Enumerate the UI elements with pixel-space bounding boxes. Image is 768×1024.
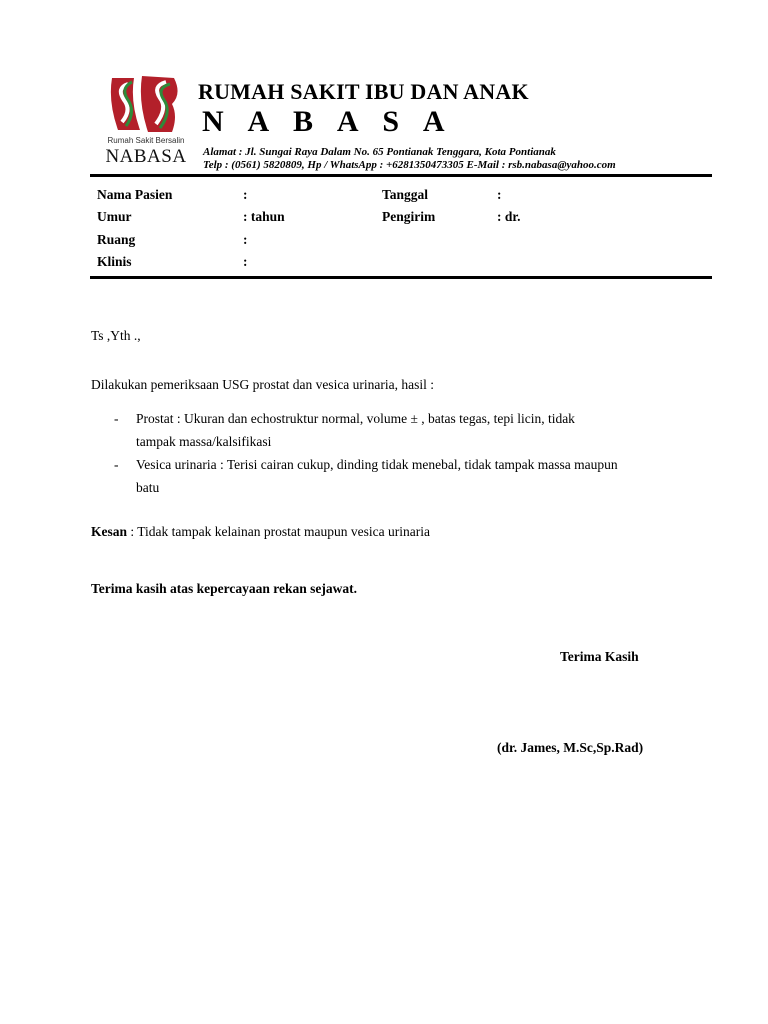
logo-small-text: Rumah Sakit Bersalin	[107, 136, 185, 145]
pengirim-label: Pengirim	[382, 209, 436, 224]
header-divider	[90, 174, 712, 177]
intro-text: Dilakukan pemeriksaan USG prostat dan vesica urinaria, hasil :	[91, 377, 435, 392]
closing-text: Terima Kasih	[560, 649, 639, 664]
ruang-value: :	[243, 232, 248, 247]
bullet-prostat-line2: tampak massa/kalsifikasi	[136, 434, 272, 449]
umur-label: Umur	[97, 209, 132, 224]
greeting: Ts ,Yth .,	[91, 328, 141, 343]
bullet-dash: -	[114, 411, 119, 426]
kesan-text: : Tidak tampak kelainan prostat maupun vesica urinaria	[127, 524, 430, 539]
hospital-title: RUMAH SAKIT IBU DAN ANAK	[198, 79, 529, 104]
bullet-prostat-line1: Prostat : Ukuran dan echostruktur normal, volume ± , batas tegas, tepi licin, tidak	[136, 411, 575, 426]
info-divider	[90, 276, 712, 279]
pengirim-value: : dr.	[497, 209, 521, 224]
kesan-label: Kesan	[91, 524, 128, 539]
nama-pasien-value: :	[243, 187, 248, 202]
bullet-dash: -	[114, 457, 119, 472]
bullet-vesica-line2: batu	[136, 480, 160, 495]
thanks-line: Terima kasih atas kepercayaan rekan sejawat.	[91, 581, 358, 596]
umur-value: : tahun	[243, 209, 285, 224]
klinis-label: Klinis	[97, 254, 132, 269]
tanggal-label: Tanggal	[382, 187, 429, 202]
logo-emblem-icon	[98, 72, 192, 136]
hospital-name: N A B A S A	[202, 105, 454, 138]
kesan-line	[91, 524, 430, 540]
ruang-label: Ruang	[97, 232, 136, 247]
bullet-vesica-line1: Vesica urinaria : Terisi cairan cukup, dinding tidak menebal, tidak tampak massa maupun	[136, 457, 618, 472]
klinis-value: :	[243, 254, 248, 269]
doctor-signature: (dr. James, M.Sc,Sp.Rad)	[497, 740, 644, 755]
logo-wordmark: NABASA	[105, 146, 187, 167]
hospital-contact: Telp : (0561) 5820809, Hp / WhatsApp : +6281350473305 E-Mail : rsb.nabasa@yahoo.com	[203, 159, 616, 171]
nama-pasien-label: Nama Pasien	[97, 187, 173, 202]
hospital-address: Alamat : Jl. Sungai Raya Dalam No. 65 Pontianak Tenggara, Kota Pontianak	[203, 146, 556, 158]
tanggal-value: :	[497, 187, 502, 202]
